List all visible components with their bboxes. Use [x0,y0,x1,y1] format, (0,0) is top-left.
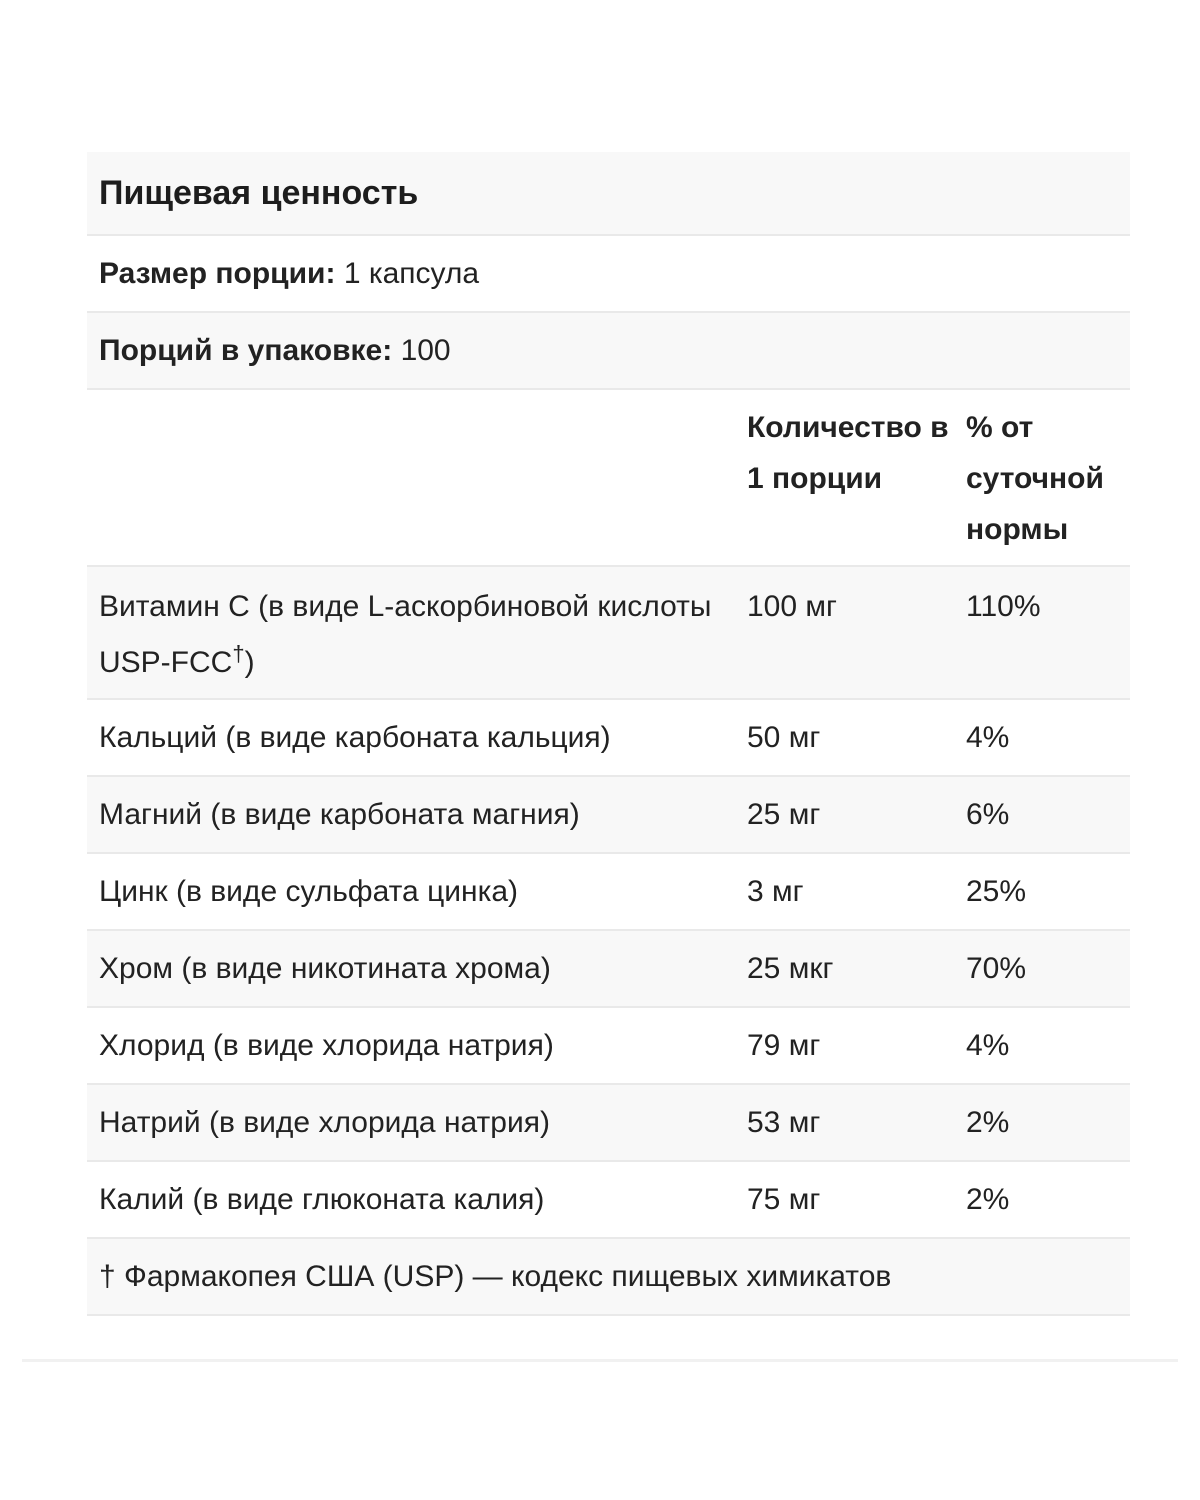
nutrient-amount: 3 мг [747,875,804,908]
nutrient-name: Хром (в виде никотината хрома) [99,952,551,985]
servings-per-container-value: 100 [400,334,451,367]
nutrient-amount: 25 мг [747,798,821,831]
footnote-row [87,1239,1130,1316]
column-header-daily-value: % от суточной нормы [966,411,1104,546]
nutrient-daily-value: 4% [966,721,1010,754]
column-header-amount: Количество в 1 порции [747,411,949,495]
nutrient-name-text: Витамин С (в виде L-аскорбиновой кислоты USP-FCC [99,590,712,679]
serving-size-value: 1 капсула [343,257,480,290]
page-divider [22,1359,1178,1362]
nutrient-name: Хлорид (в виде хлорида натрия) [99,1029,554,1062]
nutrient-amount: 75 мг [747,1183,821,1216]
footnote-text: † Фармакопея США (USP) — кодекс пищевых химикатов [99,1260,892,1293]
serving-size-row [87,236,1130,313]
nutrient-amount: 50 мг [747,721,821,754]
table-title-row [87,152,1130,236]
nutrient-daily-value: 110% [966,590,1041,623]
footnote-mark: † [232,641,245,666]
nutrient-row [87,567,1130,700]
nutrient-row [87,1162,1130,1239]
nutrient-row [87,700,1130,777]
nutrient-amount: 100 мг [747,590,837,623]
nutrient-row [87,777,1130,854]
nutrient-daily-value: 2% [966,1106,1010,1139]
nutrient-row [87,854,1130,931]
nutrient-name: Кальций (в виде карбоната кальция) [99,721,611,754]
nutrient-name: Натрий (в виде хлорида натрия) [99,1106,550,1139]
serving-size-label: Размер порции: [99,257,336,290]
nutrient-name: Калий (в виде глюконата калия) [99,1183,545,1216]
nutrient-row [87,1085,1130,1162]
nutrient-name: Цинк (в виде сульфата цинка) [99,875,519,908]
nutrient-daily-value: 70% [966,952,1027,985]
servings-per-container-row [87,313,1130,390]
nutrient-name [99,579,747,691]
nutrient-row [87,1008,1130,1085]
nutrient-daily-value: 4% [966,1029,1010,1062]
servings-per-container-label: Порций в упаковке: [99,334,393,367]
nutrient-name-tail: ) [244,646,255,679]
table-title: Пищевая ценность [99,173,419,212]
nutrient-daily-value: 25% [966,875,1027,908]
nutrient-daily-value: 6% [966,798,1010,831]
nutrient-name: Магний (в виде карбоната магния) [99,798,580,831]
nutrient-row [87,931,1130,1008]
supplement-facts-table [87,152,1130,1316]
nutrient-amount: 53 мг [747,1106,821,1139]
column-header-row [87,390,1130,567]
nutrient-daily-value: 2% [966,1183,1010,1216]
nutrient-amount: 25 мкг [747,952,834,985]
nutrient-amount: 79 мг [747,1029,821,1062]
